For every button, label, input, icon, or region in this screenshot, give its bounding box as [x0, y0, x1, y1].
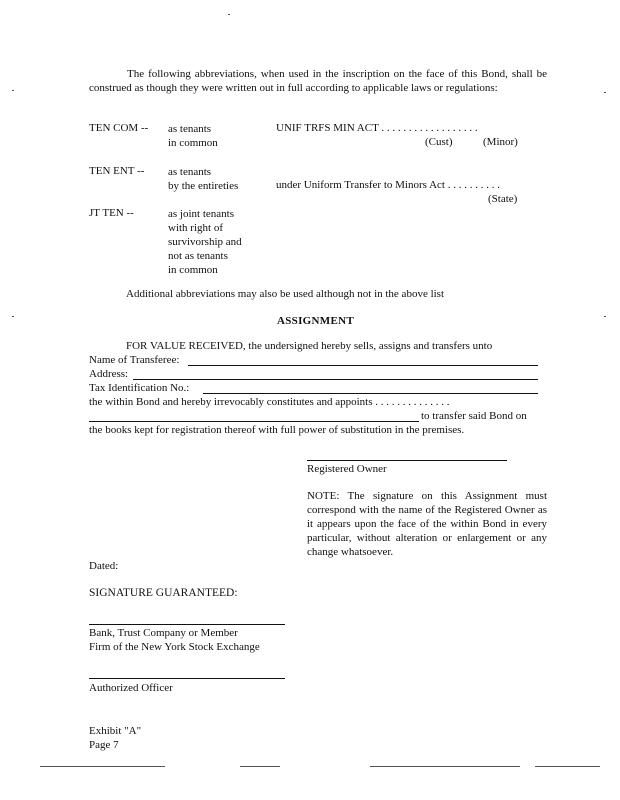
unif-trfs-min-act: UNIF TRFS MIN ACT . . . . . . . . . . . . . . . . . . — [276, 122, 478, 134]
scan-bottom-edge — [40, 766, 165, 767]
dated-label: Dated: — [89, 560, 119, 572]
books-kept-text: the books kept for registration thereof with full power of substitution in the premises. — [89, 424, 465, 436]
jt-ten-meaning — [168, 207, 242, 277]
scan-speck — [604, 316, 606, 317]
ten-com-meaning-line: in common — [168, 137, 218, 149]
footer — [89, 724, 141, 752]
registered-owner-label: Registered Owner — [307, 463, 387, 475]
signature-note — [307, 489, 547, 559]
scan-bottom-edge — [240, 766, 280, 767]
ten-com-meaning — [168, 122, 218, 150]
ten-com-meaning-line: as tenants — [168, 123, 212, 135]
attorney-line[interactable] — [89, 421, 419, 422]
scan-bottom-edge — [535, 766, 600, 767]
within-bond-text: the within Bond and hereby irrevocably constitutes and appoints . . . . . . . . . . . . . . — [89, 396, 450, 408]
jt-ten-meaning-line: not as tenants — [168, 250, 228, 262]
scan-speck — [12, 90, 14, 91]
jt-ten-meaning-line: survivorship and — [168, 236, 242, 248]
jt-ten-meaning-line: as joint tenants — [168, 208, 234, 220]
state-label: (State) — [488, 193, 518, 205]
cust-label: (Cust) — [425, 136, 453, 148]
scan-speck — [12, 316, 14, 317]
bank-signature-line[interactable] — [89, 624, 285, 625]
signature-guaranteed-label: SIGNATURE GUARANTEED: — [89, 587, 238, 599]
to-transfer-text: to transfer said Bond on — [421, 410, 527, 422]
address-line[interactable] — [133, 379, 538, 380]
ten-ent-meaning-line: by the entireties — [168, 180, 239, 192]
assignment-heading: ASSIGNMENT — [277, 315, 354, 327]
bank-label — [89, 626, 260, 654]
ten-ent-meaning-line: as tenants — [168, 166, 212, 178]
page-number: Page 7 — [89, 739, 119, 751]
jt-ten-meaning-line: in common — [168, 264, 218, 276]
bank-label-line: Bank, Trust Company or Member — [89, 627, 238, 639]
authorized-officer-label: Authorized Officer — [89, 682, 173, 694]
scan-speck — [228, 14, 230, 15]
uniform-transfer-text: under Uniform Transfer to Minors Act . . . . . . . . . . — [276, 179, 500, 191]
address-label: Address: — [89, 368, 129, 380]
signature-note-text: NOTE: The signature on this Assignment must correspond with the name of the Registered Owner as it appears upon the face of the within Bond in every particular, without alteration or enlargement or any change whatsoever. — [307, 490, 547, 558]
transferee-name-line[interactable] — [188, 365, 538, 366]
ten-ent-meaning — [168, 165, 238, 193]
intro-paragraph — [89, 67, 547, 95]
value-received-text: FOR VALUE RECEIVED, the undersigned hereby sells, assigns and transfers unto — [126, 340, 493, 352]
tax-id-line[interactable] — [203, 393, 538, 394]
ten-com-code: TEN COM -- — [89, 122, 149, 134]
ten-ent-code: TEN ENT -- — [89, 165, 145, 177]
bank-label-line: Firm of the New York Stock Exchange — [89, 641, 260, 653]
exhibit-label: Exhibit "A" — [89, 725, 142, 737]
authorized-officer-signature-line[interactable] — [89, 678, 285, 679]
registered-owner-signature-line[interactable] — [307, 460, 507, 461]
additional-abbreviations-note: Additional abbreviations may also be used although not in the above list — [126, 288, 445, 300]
tax-id-label: Tax Identification No.: — [89, 382, 190, 394]
jt-ten-meaning-line: with right of — [168, 222, 223, 234]
jt-ten-code: JT TEN -- — [89, 207, 134, 219]
scan-bottom-edge — [370, 766, 520, 767]
minor-label: (Minor) — [483, 136, 518, 148]
transferee-name-label: Name of Transferee: — [89, 354, 180, 366]
intro-text: The following abbreviations, when used in the inscription on the face of this Bond, shall be construed as though they were written out in full according to applicable laws or regulations: — [89, 68, 547, 94]
scan-speck — [604, 92, 606, 93]
